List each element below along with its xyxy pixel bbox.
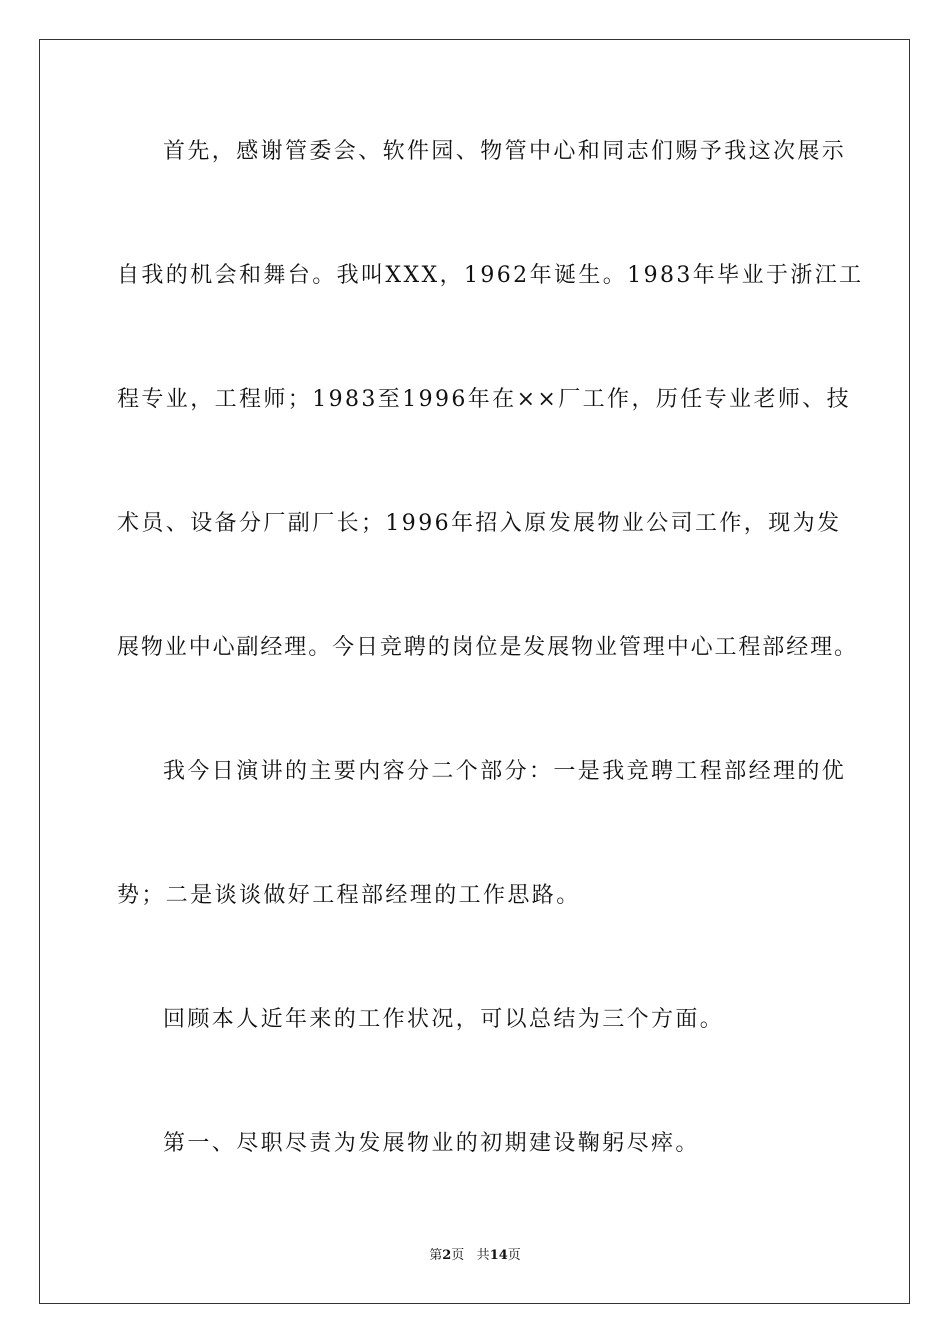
paragraph-line: 我今日演讲的主要内容分二个部分：一是我竞聘工程部经理的优 [163,759,847,784]
footer-total-prefix: 共 [476,1248,490,1263]
paragraph-line: 第一、尽职尽责为发展物业的初期建设鞠躬尽瘁。 [163,1131,700,1156]
footer-page-number: 2 [442,1248,452,1263]
page-border [39,39,910,1304]
paragraph-line: 程专业，工程师；1983至1996年在××厂工作，历任专业老师、技 [117,387,852,412]
paragraph-line: 首先，感谢管委会、软件园、物管中心和同志们赐予我这次展示 [163,139,847,164]
paragraph-line: 自我的机会和舞台。我叫XXX，1962年诞生。1983年毕业于浙江工 [117,263,864,288]
page-footer [0,1247,950,1265]
paragraph-line: 术员、设备分厂副厂长；1996年招入原发展物业公司工作，现为发 [117,511,842,536]
footer-page-prefix: 第 [429,1248,443,1263]
footer-total-pages: 14 [489,1248,508,1263]
footer-total-suffix: 页 [507,1248,521,1263]
paragraph-line: 展物业中心副经理。今日竞聘的岗位是发展物业管理中心工程部经理。 [117,635,858,660]
paragraph-line: 势；二是谈谈做好工程部经理的工作思路。 [117,883,581,908]
paragraph-line: 回顾本人近年来的工作状况，可以总结为三个方面。 [163,1007,725,1032]
footer-page-suffix: 页 [451,1248,465,1263]
